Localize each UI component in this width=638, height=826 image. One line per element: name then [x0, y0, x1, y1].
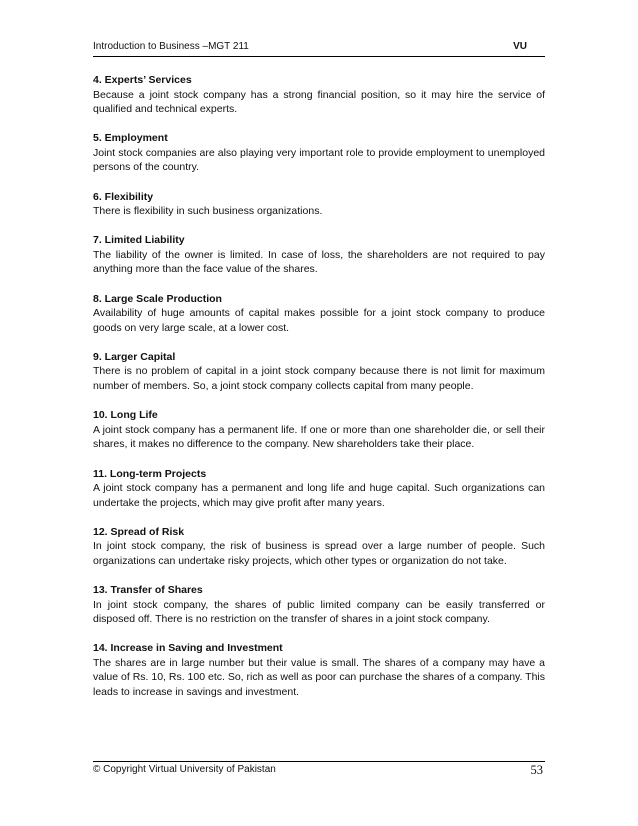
section-long-life: [93, 408, 545, 452]
section-long-term-projects: [93, 467, 545, 511]
page-content: [93, 73, 545, 714]
section-heading: 12. Spread of Risk: [93, 525, 185, 538]
institution-label: VU: [513, 41, 527, 52]
section-increase-in-saving: [93, 641, 545, 699]
section-body: Because a joint stock company has a strong financial position, so it may hire the service of qualified and technical experts.: [93, 88, 545, 115]
section-body: There is no problem of capital in a joint stock company because there is not limit for maximum number of members. So, a joint stock company collects capital from many people.: [93, 365, 545, 392]
section-heading: 4. Experts’ Services: [93, 74, 192, 86]
section-heading: 9. Larger Capital: [93, 350, 176, 363]
section-flexibility: [93, 190, 545, 219]
section-experts-services: [93, 73, 545, 117]
section-heading: 5. Employment: [93, 132, 168, 145]
section-body: A joint stock company has a permanent life. If one or more than one shareholder die, or sell their shares, it makes no difference to the company. New shareholders take their place.: [93, 423, 545, 451]
section-heading: 10. Long Life: [93, 409, 158, 422]
section-heading: 8. Large Scale Production: [93, 292, 222, 305]
page-header: [93, 41, 545, 57]
section-heading: 7. Limited Liability: [93, 234, 185, 247]
section-larger-capital: [93, 350, 545, 394]
section-employment: [93, 131, 545, 175]
section-body: The liability of the owner is limited. In case of loss, the shareholders are not required to pay anything more than the face value of the shares.: [93, 248, 545, 276]
section-spread-of-risk: [93, 525, 545, 569]
section-limited-liability: [93, 233, 545, 277]
section-heading: 6. Flexibility: [93, 190, 154, 203]
section-body: A joint stock company has a permanent and long life and huge capital. Such organizations can undertake the projects, which may give profit after many years.: [93, 482, 545, 509]
section-body: In joint stock company, the risk of business is spread over a large number of people. Such organizations can undertake risky projects, which other types or organization do not take.: [93, 540, 545, 567]
section-heading: 11. Long-term Projects: [93, 467, 207, 480]
section-heading: 13. Transfer of Shares: [93, 584, 203, 597]
page-footer: [93, 761, 545, 777]
section-body: The shares are in large number but their value is small. The shares of a company may have a value of Rs. 10, Rs. 100 etc. So, rich as well as poor can purchase the shares of a company. This leads to increase in savings and investment.: [93, 656, 545, 698]
course-title: Introduction to Business –MGT 211: [93, 41, 249, 52]
section-large-scale-production: [93, 292, 545, 336]
section-body: There is flexibility in such business organizations.: [93, 205, 323, 218]
section-heading: 14. Increase in Saving and Investment: [93, 642, 283, 655]
section-body: In joint stock company, the shares of public limited company can be easily transferred or disposed off. There is no restriction on the transfer of shares in a joint stock company.: [93, 598, 545, 626]
copyright-notice: © Copyright Virtual University of Pakistan: [93, 764, 276, 775]
section-body: Joint stock companies are also playing very important role to provide employment to unemployed persons of the country.: [93, 146, 545, 174]
section-body: Availability of huge amounts of capital makes possible for a joint stock company to produce goods on very large scale, at a lower cost.: [93, 307, 545, 334]
section-transfer-of-shares: [93, 583, 545, 627]
page-number: 53: [530, 763, 543, 777]
